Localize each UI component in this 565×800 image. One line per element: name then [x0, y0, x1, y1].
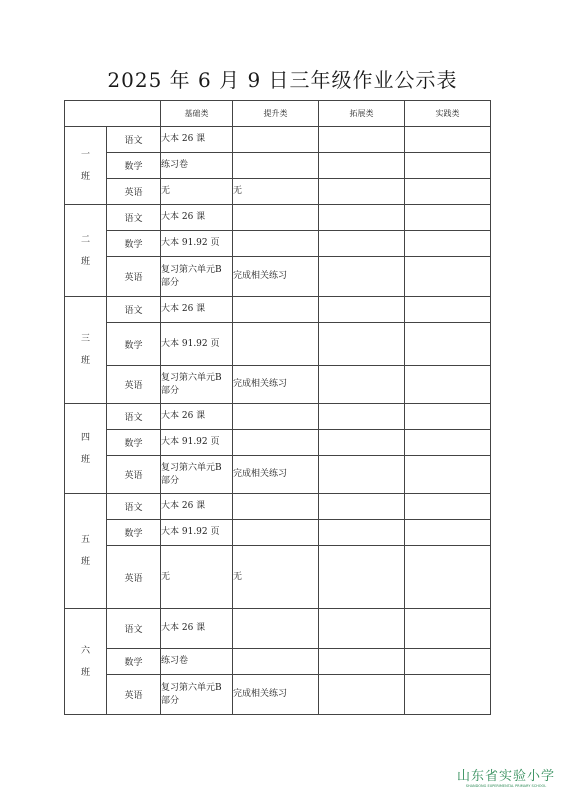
practice-cell — [405, 404, 491, 430]
header-corner — [65, 101, 161, 127]
basic-cell: 复习第六单元B 部分 — [161, 366, 233, 404]
advanced-cell: 完成相关练习 — [233, 456, 319, 494]
class-name-cell — [65, 404, 107, 494]
basic-cell: 无 — [161, 179, 233, 205]
header-extension: 拓展类 — [319, 101, 405, 127]
class-name-char: 四 — [80, 432, 90, 443]
table-row — [65, 231, 491, 257]
advanced-cell — [233, 649, 319, 675]
extension-cell — [319, 404, 405, 430]
table-row — [65, 456, 491, 494]
practice-cell — [405, 430, 491, 456]
practice-cell — [405, 179, 491, 205]
class-name-cell — [65, 494, 107, 609]
subject-cell: 数学 — [107, 430, 161, 456]
practice-cell — [405, 127, 491, 153]
practice-cell — [405, 323, 491, 366]
class-name-char: 一 — [80, 149, 90, 160]
practice-cell — [405, 649, 491, 675]
subject-cell: 语文 — [107, 127, 161, 153]
practice-cell — [405, 231, 491, 257]
subject-cell: 语文 — [107, 609, 161, 649]
class-name-char: 班 — [80, 557, 90, 567]
header-basic: 基础类 — [161, 101, 233, 127]
practice-cell — [405, 153, 491, 179]
advanced-cell — [233, 297, 319, 323]
class-name-char: 班 — [80, 171, 90, 182]
subject-cell: 数学 — [107, 153, 161, 179]
subject-cell: 数学 — [107, 231, 161, 257]
extension-cell — [319, 323, 405, 366]
basic-cell: 练习卷 — [161, 649, 233, 675]
table-row — [65, 323, 491, 366]
table-row — [65, 297, 491, 323]
class-name-char: 五 — [80, 535, 90, 545]
extension-cell — [319, 546, 405, 609]
logo-subtext: SHANDONG EXPERIMENTAL PRIMARY SCHOOL — [465, 784, 547, 788]
basic-cell: 复习第六单元B 部分 — [161, 675, 233, 715]
basic-cell: 复习第六单元B 部分 — [161, 456, 233, 494]
extension-cell — [319, 205, 405, 231]
table-row — [65, 546, 491, 609]
subject-cell: 数学 — [107, 520, 161, 546]
practice-cell — [405, 675, 491, 715]
advanced-cell: 完成相关练习 — [233, 257, 319, 297]
table-body — [65, 127, 491, 715]
class-name-char: 班 — [80, 667, 90, 678]
header-practice: 实践类 — [405, 101, 491, 127]
basic-cell: 复习第六单元B 部分 — [161, 257, 233, 297]
table-row — [65, 205, 491, 231]
class-name-char: 二 — [80, 234, 90, 245]
table-row — [65, 257, 491, 297]
basic-cell: 大本 26 课 — [161, 127, 233, 153]
basic-cell: 大本 26 课 — [161, 205, 233, 231]
practice-cell — [405, 257, 491, 297]
practice-cell — [405, 297, 491, 323]
basic-cell: 大本 91.92 页 — [161, 231, 233, 257]
advanced-cell — [233, 404, 319, 430]
subject-cell: 英语 — [107, 675, 161, 715]
advanced-cell — [233, 127, 319, 153]
basic-cell: 大本 26 课 — [161, 494, 233, 520]
table-row — [65, 609, 491, 649]
advanced-cell — [233, 430, 319, 456]
table-row — [65, 366, 491, 404]
table-row — [65, 430, 491, 456]
extension-cell — [319, 430, 405, 456]
table-row — [65, 649, 491, 675]
subject-cell: 语文 — [107, 297, 161, 323]
subject-cell: 语文 — [107, 494, 161, 520]
table-row — [65, 179, 491, 205]
class-name-char: 六 — [80, 645, 90, 656]
class-name-cell — [65, 127, 107, 205]
basic-cell: 大本 26 课 — [161, 609, 233, 649]
header-advanced: 提升类 — [233, 101, 319, 127]
class-name-cell — [65, 205, 107, 297]
practice-cell — [405, 205, 491, 231]
basic-cell: 大本 26 课 — [161, 404, 233, 430]
school-logo — [457, 765, 555, 788]
subject-cell: 语文 — [107, 205, 161, 231]
basic-cell: 练习卷 — [161, 153, 233, 179]
header-row — [65, 101, 491, 127]
extension-cell — [319, 456, 405, 494]
extension-cell — [319, 231, 405, 257]
table-row — [65, 675, 491, 715]
subject-cell: 英语 — [107, 456, 161, 494]
table-row — [65, 153, 491, 179]
advanced-cell — [233, 231, 319, 257]
page-title: 2025 年 6 月 9 日三年级作业公示表 — [107, 68, 458, 92]
class-name-char: 班 — [80, 356, 90, 366]
practice-cell — [405, 546, 491, 609]
extension-cell — [319, 520, 405, 546]
extension-cell — [319, 494, 405, 520]
logo-text: 山东省实验小学 — [456, 769, 555, 784]
extension-cell — [319, 153, 405, 179]
basic-cell: 大本 91.92 页 — [161, 323, 233, 366]
advanced-cell — [233, 205, 319, 231]
basic-cell: 无 — [161, 546, 233, 609]
subject-cell: 英语 — [107, 546, 161, 609]
class-name-char: 班 — [80, 454, 90, 465]
advanced-cell — [233, 609, 319, 649]
advanced-cell: 完成相关练习 — [233, 675, 319, 715]
advanced-cell: 无 — [233, 546, 319, 609]
advanced-cell: 无 — [233, 179, 319, 205]
class-name-char: 班 — [80, 256, 90, 267]
homework-table — [64, 100, 491, 715]
table-row — [65, 404, 491, 430]
advanced-cell — [233, 520, 319, 546]
subject-cell: 语文 — [107, 404, 161, 430]
basic-cell: 大本 91.92 页 — [161, 430, 233, 456]
basic-cell: 大本 26 课 — [161, 297, 233, 323]
practice-cell — [405, 456, 491, 494]
class-name-cell — [65, 297, 107, 404]
advanced-cell: 完成相关练习 — [233, 366, 319, 404]
subject-cell: 英语 — [107, 257, 161, 297]
extension-cell — [319, 297, 405, 323]
advanced-cell — [233, 494, 319, 520]
extension-cell — [319, 179, 405, 205]
extension-cell — [319, 366, 405, 404]
subject-cell: 数学 — [107, 323, 161, 366]
class-name-cell — [65, 609, 107, 715]
class-name-char: 三 — [80, 334, 90, 344]
subject-cell: 英语 — [107, 179, 161, 205]
subject-cell: 数学 — [107, 649, 161, 675]
table-row — [65, 494, 491, 520]
table-row — [65, 127, 491, 153]
practice-cell — [405, 520, 491, 546]
table-row — [65, 520, 491, 546]
advanced-cell — [233, 323, 319, 366]
extension-cell — [319, 609, 405, 649]
extension-cell — [319, 127, 405, 153]
extension-cell — [319, 257, 405, 297]
extension-cell — [319, 649, 405, 675]
subject-cell: 英语 — [107, 366, 161, 404]
practice-cell — [405, 609, 491, 649]
basic-cell: 大本 91.92 页 — [161, 520, 233, 546]
practice-cell — [405, 366, 491, 404]
practice-cell — [405, 494, 491, 520]
advanced-cell — [233, 153, 319, 179]
extension-cell — [319, 675, 405, 715]
